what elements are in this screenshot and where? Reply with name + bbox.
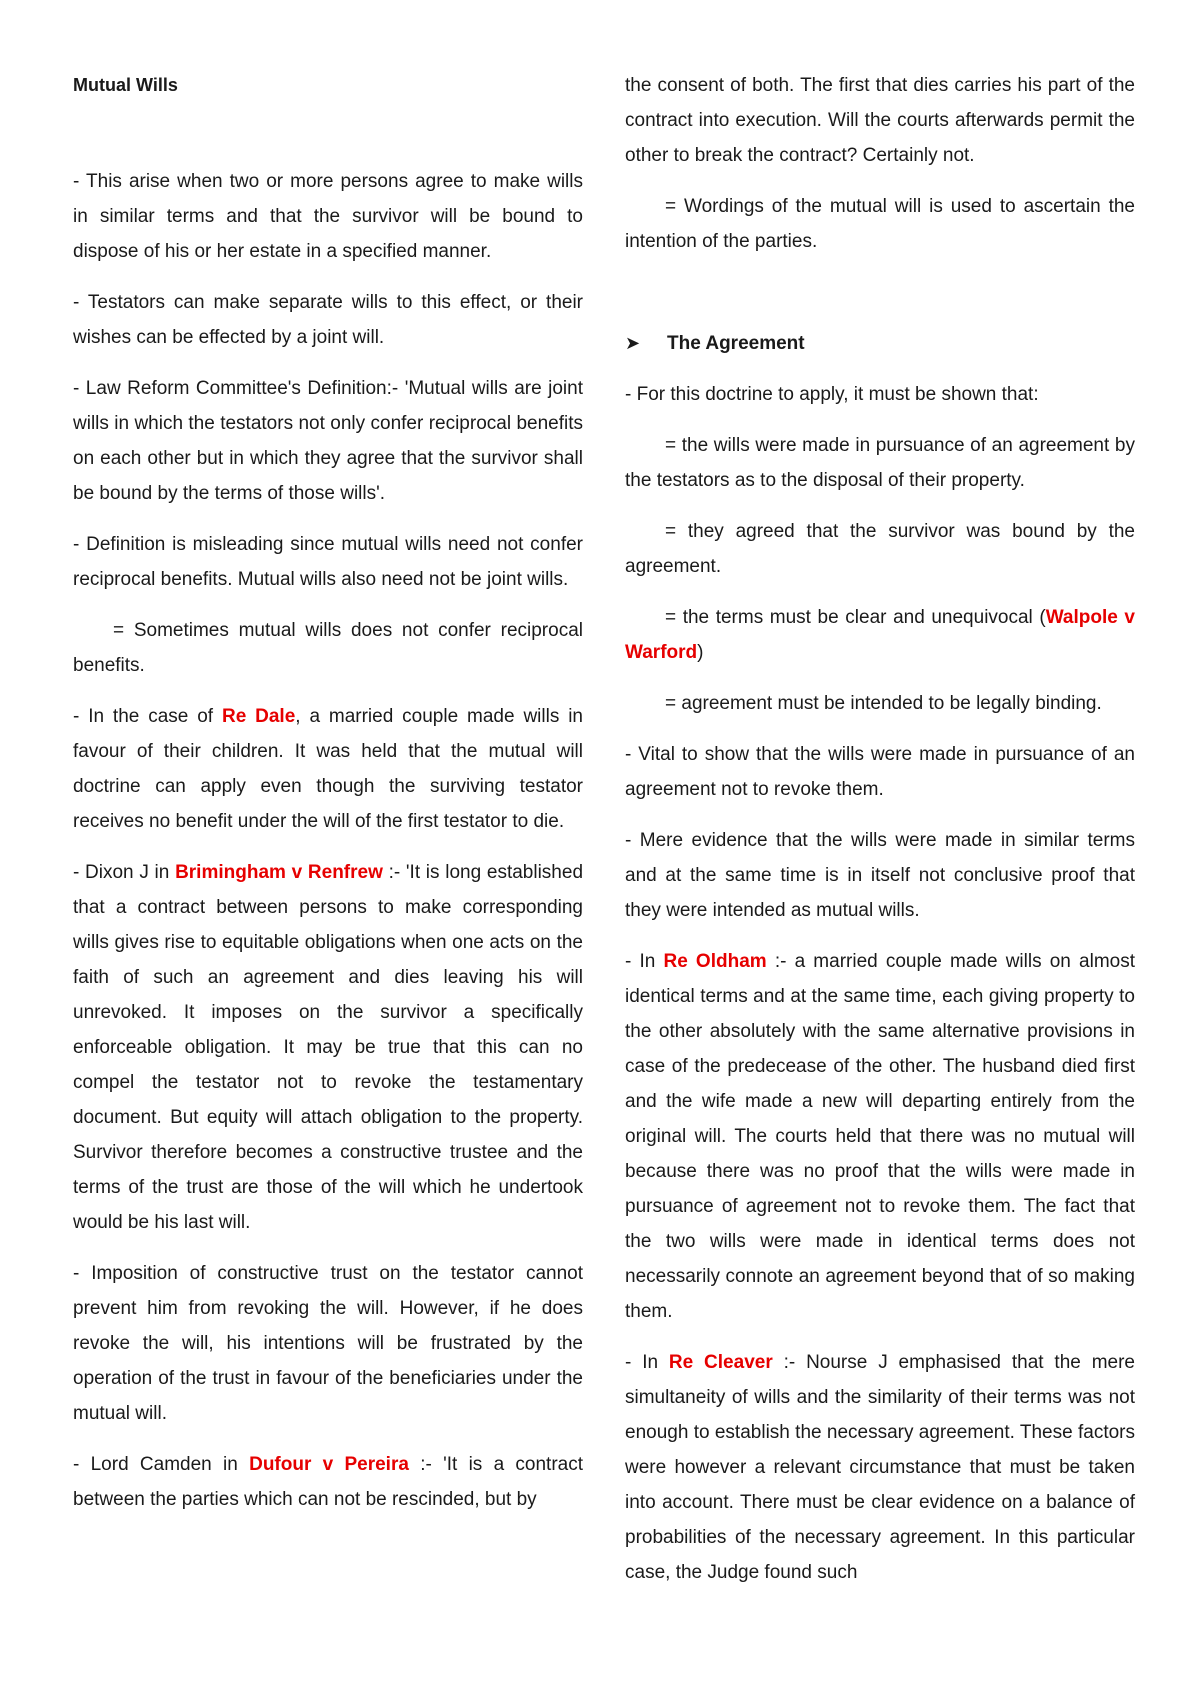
- paragraph: the consent of both. The first that dies carries his part of the contract into execution. Will the courts afterwards permit the other to break the contract? Certainly not.: [625, 75, 1135, 166]
- left-column: [73, 68, 583, 1533]
- paragraph: - This arise when two or more persons agree to make wills in similar terms and that the survivor will be bound to dispose of his or her estate in a specified manner.: [73, 171, 583, 262]
- paragraph: = Wordings of the mutual will is used to ascertain the intention of the parties.: [625, 196, 1135, 252]
- paragraph: = agreement must be intended to be legally binding.: [665, 693, 1102, 714]
- right-column: [625, 68, 1135, 1606]
- section-heading-text: The Agreement: [667, 333, 805, 354]
- paragraph: - In Re Cleaver :- Nourse J emphasised that the mere simultaneity of wills and the similarity of their terms was not enough to establish the necessary agreement. These factors were however a relevant circumstance that must be taken into account. There must be clear evidence on a balance of probabilities of the necessary agreement. In this particular case, the Judge found such: [625, 1352, 1135, 1583]
- case-name: Re Oldham: [663, 951, 767, 972]
- paragraph: - Mere evidence that the wills were made in similar terms and at the same time is in itself not conclusive proof that they were intended as mutual wills.: [625, 830, 1135, 921]
- paragraph: - Imposition of constructive trust on the testator cannot prevent him from revoking the will. However, if he does revoke the will, his intentions will be frustrated by the operation of the trust in favour of the beneficiaries under the mutual will.: [73, 1263, 583, 1424]
- paragraph: - Law Reform Committee's Definition:- 'Mutual wills are joint wills in which the testators not only confer reciprocal benefits on each other but in which they agree that the survivor shall be bound by the terms of those wills'.: [73, 378, 583, 504]
- document-title: Mutual Wills: [73, 75, 178, 95]
- paragraph: - Testators can make separate wills to this effect, or their wishes can be effected by a joint will.: [73, 292, 583, 348]
- paragraph: = the wills were made in pursuance of an agreement by the testators as to the disposal of their property.: [625, 435, 1135, 491]
- paragraph: - Vital to show that the wills were made in pursuance of an agreement not to revoke them.: [625, 744, 1135, 800]
- case-name: Walpole v Warford: [625, 607, 1135, 663]
- case-name: Re Dale: [221, 706, 296, 727]
- section-heading: [625, 326, 1135, 361]
- case-name: Dufour v Pereira: [249, 1454, 409, 1475]
- case-name: Brimingham v Renfrew: [175, 862, 383, 883]
- paragraph: - Definition is misleading since mutual wills need not confer reciprocal benefits. Mutual wills also need not be joint wills.: [73, 534, 583, 590]
- paragraph: - In the case of Re Dale, a married couple made wills in favour of their children. It was held that the mutual will doctrine can apply even though the surviving testator receives no benefit under the will of the first testator to die.: [73, 706, 583, 832]
- paragraph: = they agreed that the survivor was bound by the agreement.: [625, 521, 1135, 577]
- paragraph: - Dixon J in Brimingham v Renfrew :- 'It is long established that a contract between persons to make corresponding wills gives rise to equitable obligations when one acts on the faith of such an agreement and dies leaving his will unrevoked. It imposes on the survivor a specifically enforceable obligation. It may be true that this can no compel the testator not to revoke the testamentary document. But equity will attach obligation to the property. Survivor therefore becomes a constructive trustee and the terms of the trust are those of the will which he undertook would be his last will.: [73, 862, 584, 1233]
- paragraph: = Sometimes mutual wills does not confer reciprocal benefits.: [73, 620, 583, 676]
- arrow-bullet-icon: ➤: [625, 333, 641, 353]
- paragraph: - In Re Oldham :- a married couple made wills on almost identical terms and at the same time, each giving property to the other absolutely with the same alternative provisions in case of the predecease of the other. The husband died first and the wife made a new will departing entirely from the original will. The courts held that there was no mutual will because there was no proof that the wills were made in pursuance of agreement not to revoke them. The fact that the two wills were made in identical terms does not necessarily connote an agreement beyond that of so making them.: [625, 951, 1135, 1322]
- case-name: Re Cleaver: [668, 1352, 773, 1373]
- paragraph: = the terms must be clear and unequivocal (Walpole v Warford): [625, 607, 1135, 663]
- paragraph: - For this doctrine to apply, it must be shown that:: [625, 384, 1039, 405]
- paragraph: - Lord Camden in Dufour v Pereira :- 'It is a contract between the parties which can not be rescinded, but by: [73, 1454, 584, 1510]
